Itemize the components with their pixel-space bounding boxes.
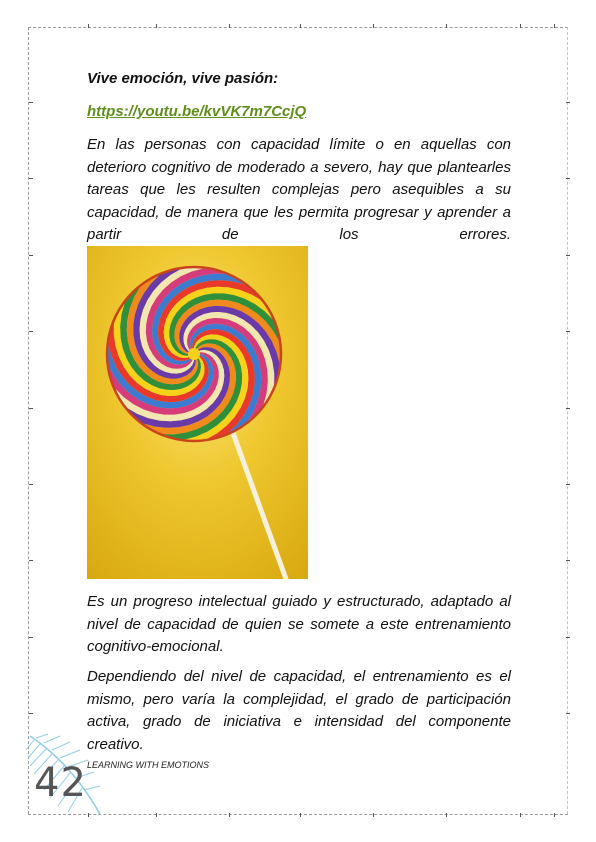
frame-tick [29,178,33,179]
frame-tick [300,813,301,817]
frame-tick [29,331,33,332]
frame-tick [446,24,447,28]
frame-tick [156,813,157,817]
paragraph-2: Es un progreso intelectual guiado y estructurado, adaptado al nivel de capacidad de quien se somete a este entrenamiento cognitivo-emocional. [87,593,511,655]
section-heading: Vive emoción, vive pasión: [87,70,279,87]
frame-tick [520,24,521,28]
frame-tick [300,24,301,28]
page-frame-bottom [28,814,568,815]
frame-tick [566,713,570,714]
frame-tick [566,484,570,485]
frame-tick [446,813,447,817]
page-number: 42 [34,760,87,806]
frame-tick [373,813,374,817]
page-frame-left [28,27,29,814]
frame-tick [29,713,33,714]
frame-tick [566,560,570,561]
frame-tick [566,255,570,256]
footer-label: LEARNING WITH EMOTIONS [87,760,210,770]
frame-tick [29,637,33,638]
frame-tick [554,24,555,28]
frame-tick [566,178,570,179]
page-frame-top [28,27,568,28]
frame-tick [520,813,521,817]
frame-tick [88,24,89,28]
frame-tick [29,408,33,409]
frame-tick [566,408,570,409]
lollipop-center [188,348,200,360]
paragraph-1: En las personas con capacidad límite o en aquellas con deterioro cognitivo de moderado a severo, hay que plantearles tareas que les resulten complejas pero asequibles a su capacidad, de manera que les permita progresar y aprender a partir de los errores. [87,136,511,243]
frame-tick [29,255,33,256]
frame-tick [29,560,33,561]
frame-tick [229,24,230,28]
video-link[interactable]: https://youtu.be/kvVK7m7CcjQ [87,103,307,120]
paragraph-3: Dependiendo del nivel de capacidad, el entrenamiento es el mismo, pero varía la complejidad, el grado de participación activa, grado de iniciativa e intensidad del componente creativo. [87,668,511,753]
frame-tick [229,813,230,817]
lollipop-photo [87,246,308,579]
frame-tick [566,331,570,332]
page-frame-right [567,27,568,814]
frame-tick [29,102,33,103]
frame-tick [554,813,555,817]
frame-tick [29,484,33,485]
frame-tick [156,24,157,28]
frame-tick [566,637,570,638]
frame-tick [373,24,374,28]
frame-tick [566,102,570,103]
